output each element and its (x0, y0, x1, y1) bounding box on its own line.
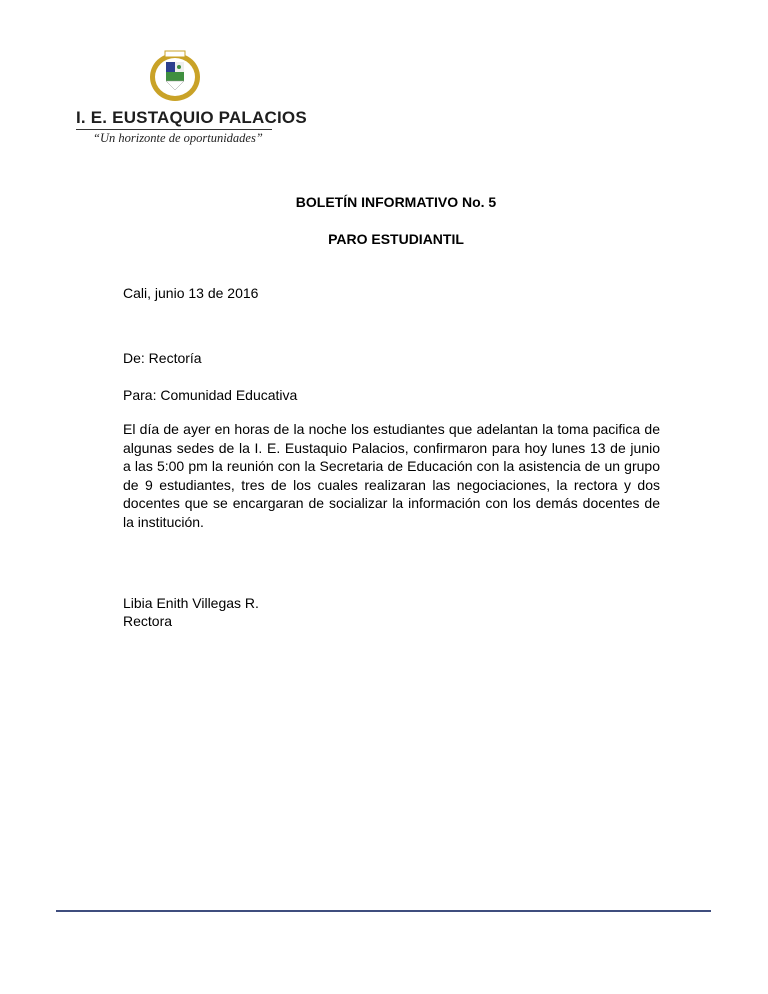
footer-divider (56, 910, 711, 912)
header-divider (76, 129, 272, 130)
school-crest-logo (147, 48, 203, 104)
letter-to: Para: Comunidad Educativa (123, 387, 298, 403)
signer-name: Libia Enith Villegas R. (123, 595, 259, 611)
signer-role: Rectora (123, 613, 173, 629)
school-name: I. E. EUSTAQUIO PALACIOS (76, 108, 307, 127)
letter-body: El día de ayer en horas de la noche los estudiantes que adelantan la toma pacifica de algunas sedes de la I. E. Eustaquio Palacios, confirmaron para hoy lunes 13 de junio a las 5:00 pm la reunión con la Secretaria de Educación con la asistencia de un grupo de 9 estudiantes, tres de los cuales realizaran las negociaciones, la rectora y dos docentes que se encargaran de socializar la información con los demás docentes de la institución. (123, 421, 660, 530)
letter-date: Cali, junio 13 de 2016 (123, 285, 259, 301)
letter-from: De: Rectoría (123, 350, 202, 366)
bulletin-title: BOLETÍN INFORMATIVO No. 5 (295, 194, 497, 210)
bulletin-subtitle: PARO ESTUDIANTIL (328, 231, 464, 247)
school-motto: “Un horizonte de oportunidades” (93, 131, 263, 145)
